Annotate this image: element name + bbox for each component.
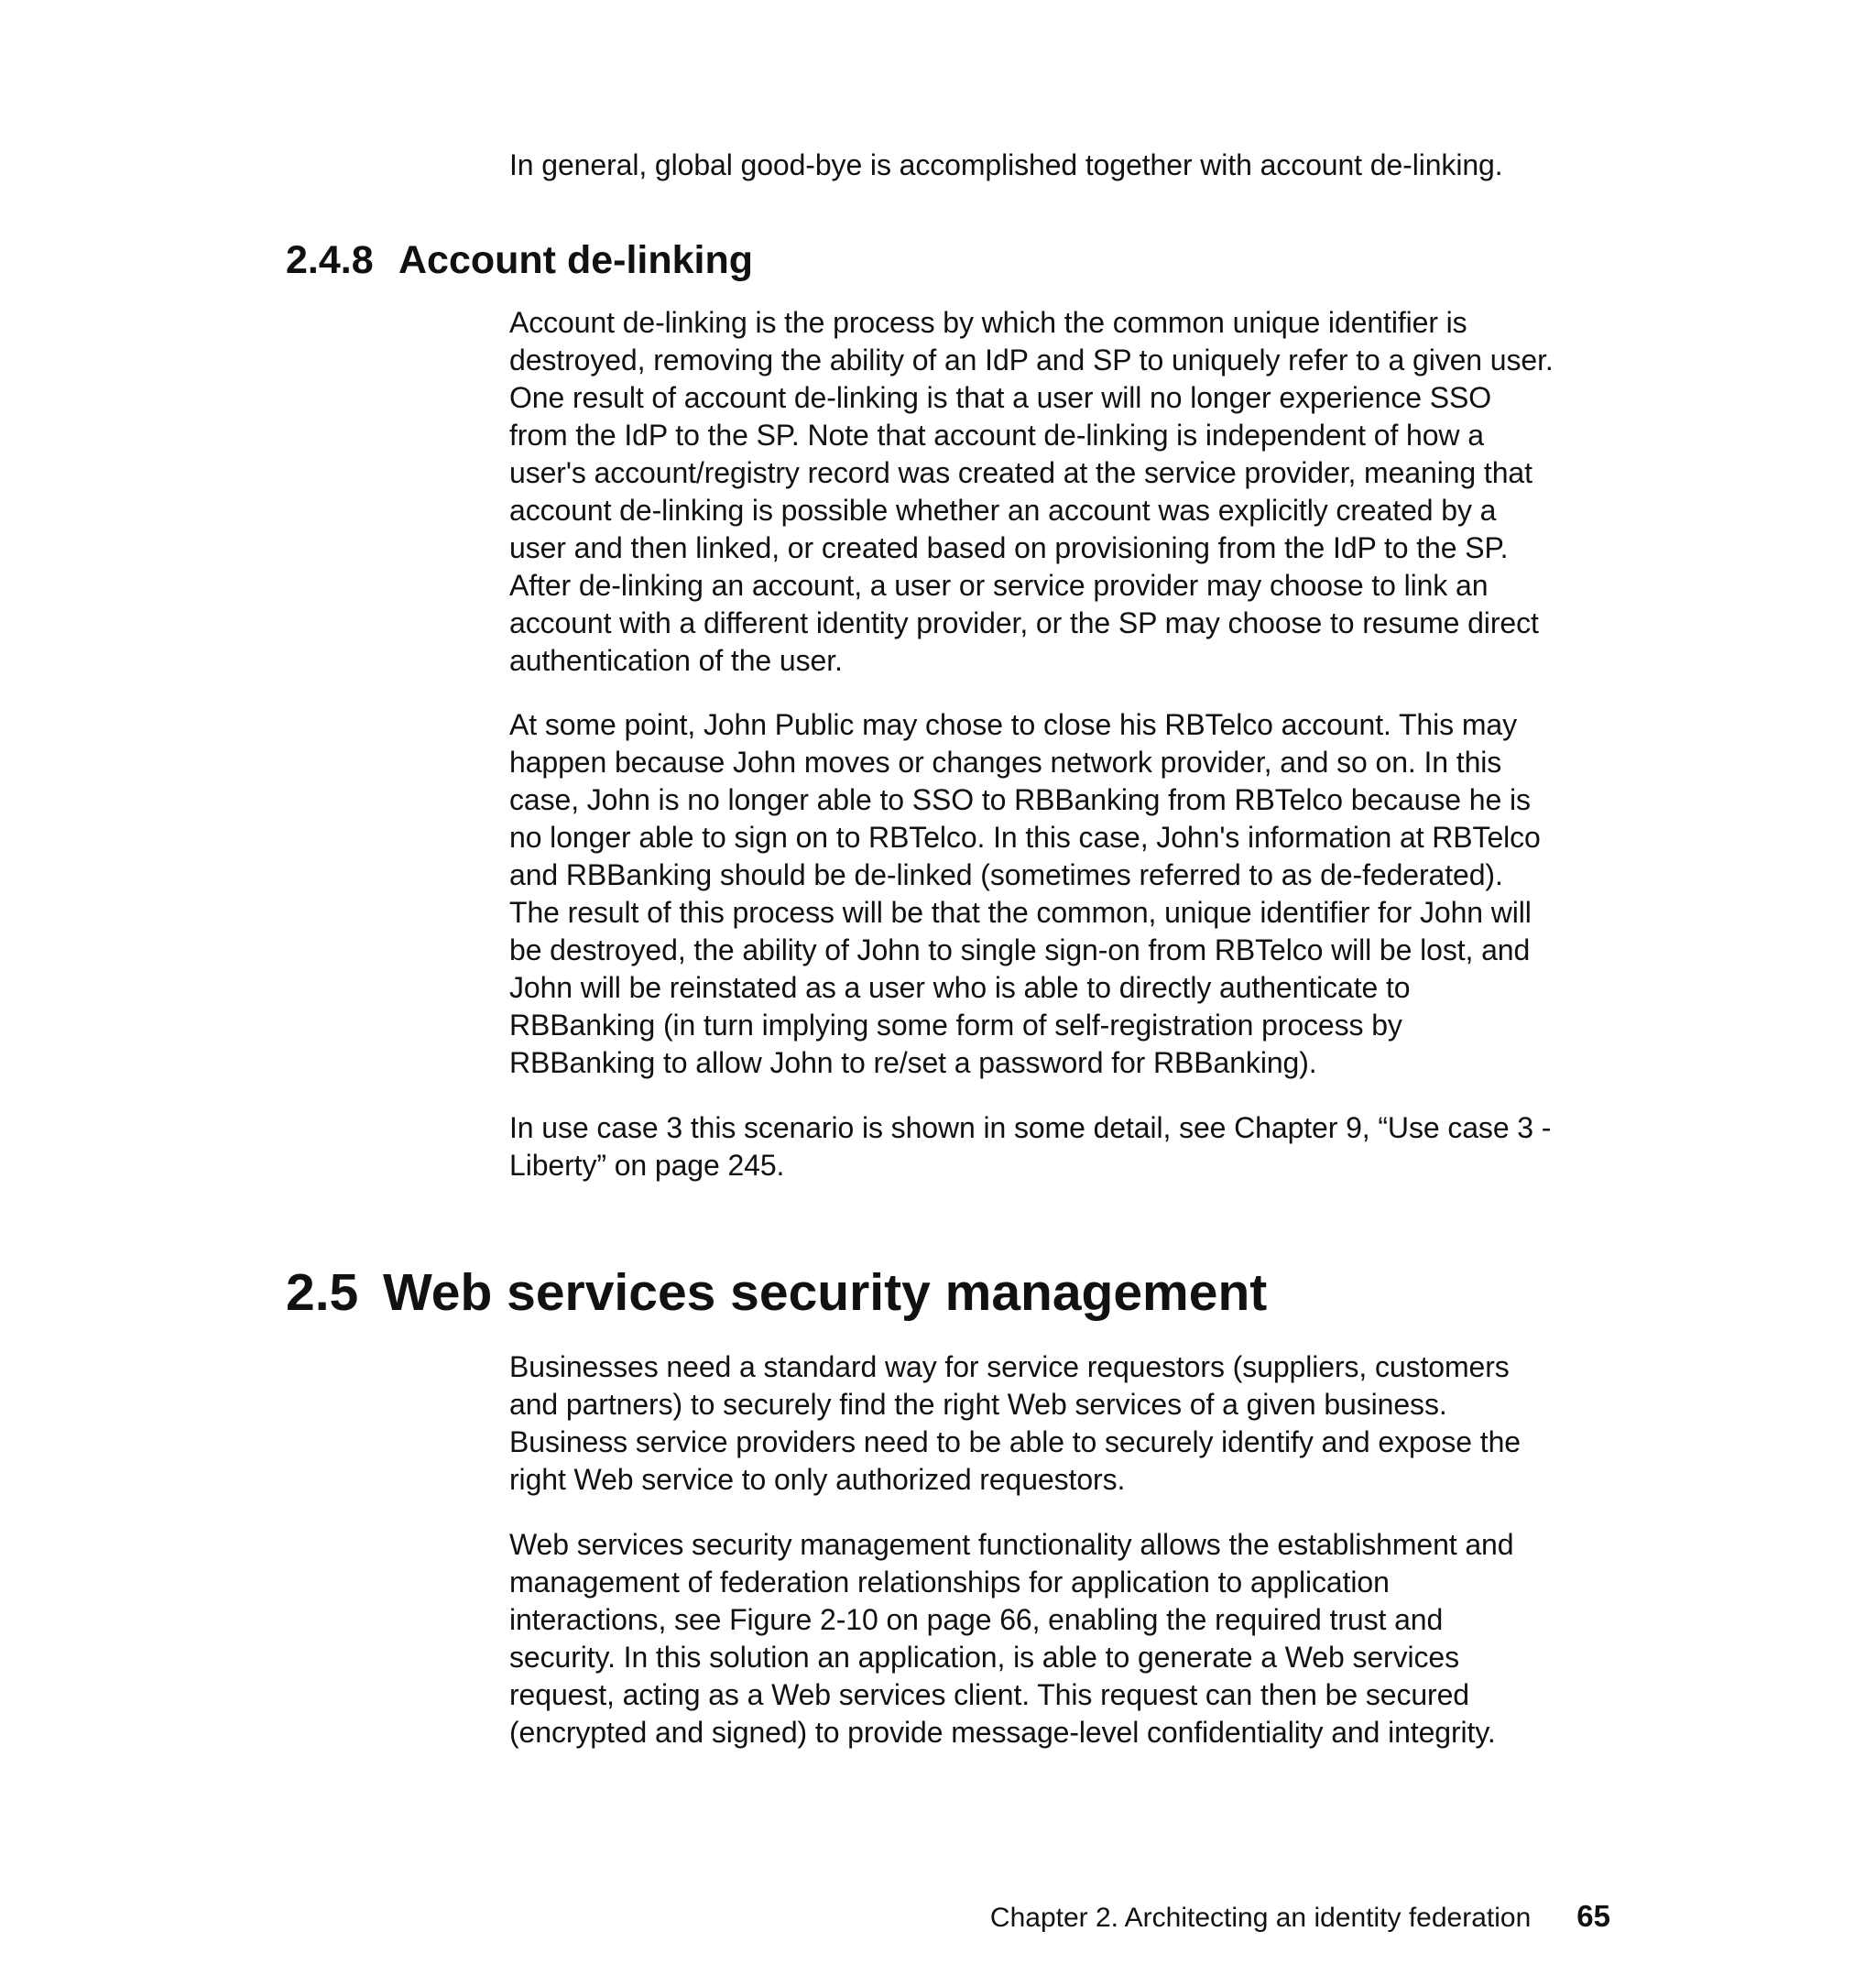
text-line: management of federation relationships for application to application xyxy=(509,1566,1390,1599)
text-line: user and then linked, or created based on provisioning from the IdP to the SP. xyxy=(509,531,1509,564)
intro-paragraph xyxy=(509,147,1609,184)
paragraph xyxy=(509,1109,1609,1184)
text-line: be destroyed, the ability of John to single sign-on from RBTelco will be lost, and xyxy=(509,933,1531,966)
footer-chapter-title: Chapter 2. Architecting an identity federation xyxy=(989,1903,1532,1933)
text-line: account de-linking is possible whether an account was explicitly created by a xyxy=(509,494,1497,527)
section-2-4-8-body xyxy=(509,304,1609,680)
text-line: At some point, John Public may chose to close his RBTelco account. This may xyxy=(509,708,1517,741)
text-line: One result of account de-linking is that a user will no longer experience SSO xyxy=(509,381,1491,414)
text-line: request, acting as a Web services client. This request can then be secured xyxy=(509,1678,1469,1711)
page-footer xyxy=(990,1898,1610,1937)
text-line: Web services security management functionality allows the establishment and xyxy=(509,1528,1514,1561)
section-2-5-body xyxy=(509,1526,1609,1751)
text-line: interactions, see Figure 2-10 on page 66, enabling the required trust and xyxy=(509,1603,1444,1636)
section-title: Account de-linking xyxy=(398,238,753,282)
text-line: case, John is no longer able to SSO to RBBanking from RBTelco because he is xyxy=(509,783,1531,816)
text-line: and RBBanking should be de-linked (sometimes referred to as de-federated). xyxy=(509,858,1503,891)
section-heading-2-4-8 xyxy=(286,237,753,283)
section-2-5-body xyxy=(509,1348,1609,1499)
text-line: In use case 3 this scenario is shown in some detail, see Chapter 9, “Use case 3 - xyxy=(509,1111,1552,1144)
intro-text xyxy=(509,147,1609,184)
section-number: 2.5 xyxy=(286,1263,359,1322)
section-heading-2-5 xyxy=(286,1262,1267,1323)
text-line: The result of this process will be that the common, unique identifier for John will xyxy=(509,896,1532,929)
text-line: RBBanking to allow John to re/set a password for RBBanking). xyxy=(509,1046,1317,1079)
paragraph xyxy=(509,706,1609,1082)
text-line: account with a different identity provider, or the SP may choose to resume direct xyxy=(509,606,1539,639)
text-line: Businesses need a standard way for service requestors (suppliers, customers xyxy=(509,1350,1510,1383)
section-2-4-8-body xyxy=(509,706,1609,1082)
text-line: In general, global good-bye is accomplished together with account de-linking. xyxy=(509,148,1503,181)
text-line: security. In this solution an application, is able to generate a Web services xyxy=(509,1641,1460,1674)
section-number: 2.4.8 xyxy=(286,238,374,282)
section-2-4-8-body xyxy=(509,1109,1609,1184)
text-line: authentication of the user. xyxy=(509,644,843,677)
text-line: no longer able to sign on to RBTelco. In this case, John's information at RBTelco xyxy=(509,821,1541,854)
section-title: Web services security management xyxy=(383,1263,1268,1322)
text-line: RBBanking (in turn implying some form of self-registration process by xyxy=(509,1009,1402,1042)
text-line: user's account/registry record was created at the service provider, meaning that xyxy=(509,456,1532,489)
text-line: Business service providers need to be able to securely identify and expose the xyxy=(509,1425,1521,1458)
text-line: right Web service to only authorized requestors. xyxy=(509,1463,1126,1496)
text-line: John will be reinstated as a user who is able to directly authenticate to xyxy=(509,971,1411,1004)
text-line: (encrypted and signed) to provide message-level confidentiality and integrity. xyxy=(509,1716,1496,1749)
text-line: and partners) to securely find the right Web services of a given business. xyxy=(509,1388,1447,1421)
paragraph xyxy=(509,304,1609,680)
text-line: happen because John moves or changes network provider, and so on. In this xyxy=(509,746,1502,779)
text-line: Account de-linking is the process by which the common unique identifier is xyxy=(509,306,1467,339)
page-number: 65 xyxy=(1576,1899,1610,1933)
paragraph xyxy=(509,1526,1609,1751)
paragraph xyxy=(509,1348,1609,1499)
text-line: Liberty” on page 245. xyxy=(509,1149,785,1182)
text-line: After de-linking an account, a user or service provider may choose to link an xyxy=(509,569,1489,602)
text-line: from the IdP to the SP. Note that account de-linking is independent of how a xyxy=(509,419,1484,452)
text-line: destroyed, removing the ability of an IdP and SP to uniquely refer to a given user. xyxy=(509,344,1554,376)
